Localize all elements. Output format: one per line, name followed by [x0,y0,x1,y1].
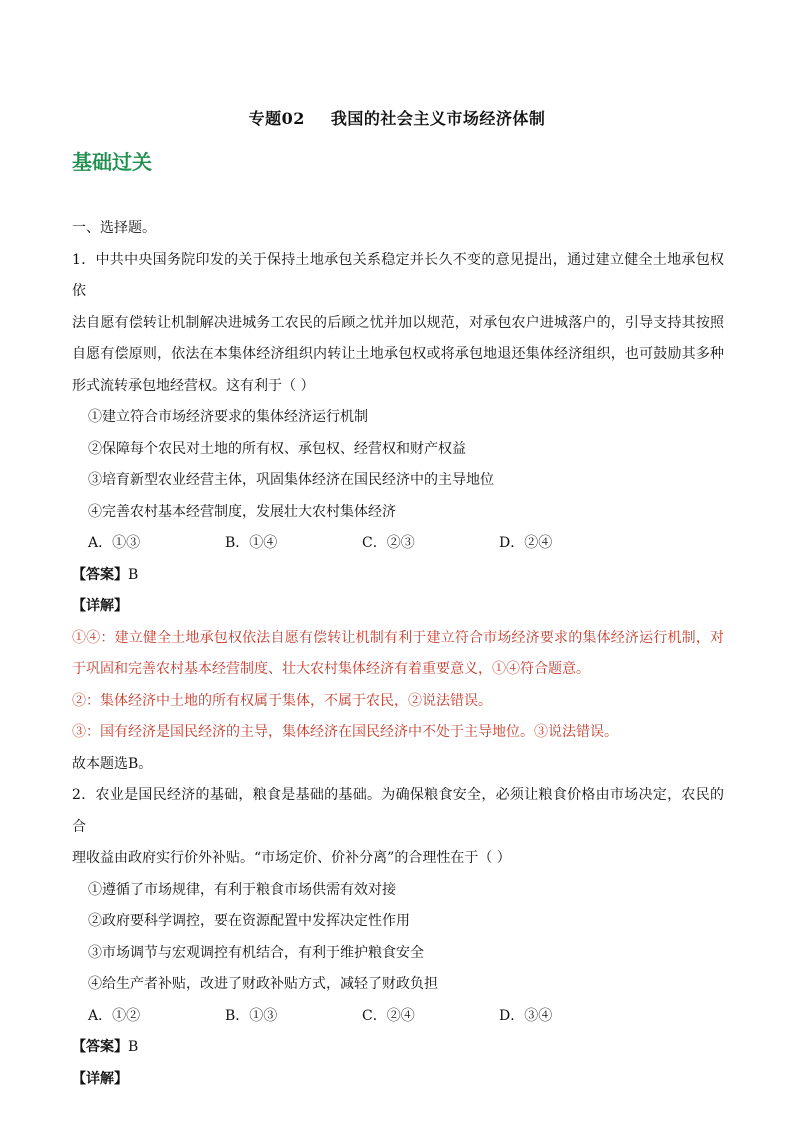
q1-answer-tag: 【答案】 [72,566,128,583]
section-heading: 基础过关 [72,150,152,174]
q2-answer-tag: 【答案】 [72,1039,128,1055]
q1-explanation-3: ②：集体经济中土地的所有权属于集体，不属于农民，②说法错误。 [72,692,492,709]
q2-stem-line-1: 2．农业是国民经济的基础，粮食是基础的基础。为确保粮食安全，必须让粮食价格由市场决定，农民的合 [72,787,724,835]
q1-detail-tag: 【详解】 [72,598,128,614]
part-heading: 一、选择题。 [72,220,156,236]
q1-answer [72,560,724,592]
q2-choices [72,1001,724,1033]
content-body [72,213,724,1095]
q1-choice-a: A．①③ [88,535,141,551]
q2-choice-c: C．②④ [362,1007,415,1024]
q2-choice-b: B．①③ [225,1007,278,1024]
q1-stem-line-3: 自愿有偿原则，依法在本集体经济组织内转让土地承包权或将承包地退还集体经济组织，也可鼓励其多种 [72,346,724,362]
q1-stem-line-2: 法自愿有偿转让机制解决进城务工农民的后顾之忧并加以规范，对承包农户进城落户的，引导支持其按照 [72,314,724,331]
q1-choice-b: B．①④ [225,535,278,551]
q2-choice-a: A．①② [88,1007,141,1024]
q2-choice-d: D．③④ [499,1007,553,1024]
q1-option-2: ②保障每个农民对土地的所有权、承包权、经营权和财产权益 [88,440,466,457]
q1-option-1: ①建立符合市场经济要求的集体经济运行机制 [88,409,368,425]
q2-answer-value: B [128,1039,139,1055]
q2-stem-line-2: 理收益由政府实行价外补贴。“市场定价、价补分离”的合理性在于（ ） [72,850,511,866]
q2-option-4: ④给生产者补贴，改进了财政补贴方式，减轻了财政负担 [88,976,438,992]
q1-explanation-4: ③：国有经济是国民经济的主导，集体经济在国民经济中不处于主导地位。③说法错误。 [72,724,618,740]
q1-answer-value: B [128,566,139,583]
title-prefix: 专题02 [248,109,305,128]
q1-option-3: ③培育新型农业经营主体，巩固集体经济在国民经济中的主导地位 [88,472,494,488]
q1-explanation-1: ①④：建立健全土地承包权依法自愿有偿转让机制有利于建立符合市场经济要求的集体经济运行机制，对 [72,629,724,646]
q1-conclusion: 故本题选B。 [72,755,153,772]
q2-option-2: ②政府要科学调控，要在资源配置中发挥决定性作用 [88,913,410,929]
q1-explanation-2: 于巩固和完善农村基本经营制度、壮大农村集体经济有着重要意义，①④符合题意。 [72,661,590,677]
q1-stem-line-4: 形式流转承包地经营权。这有利于（ ） [72,377,315,394]
q2-answer [72,1032,724,1064]
q2-option-1: ①遵循了市场规律，有利于粮食市场供需有效对接 [88,881,396,898]
q1-choice-d: D．②④ [499,535,553,551]
q2-detail-tag: 【详解】 [72,1070,128,1087]
q1-choice-c: C．②③ [362,535,415,551]
title-main: 我国的社会主义市场经济体制 [330,109,546,128]
page-title [0,106,794,129]
q1-option-4: ④完善农村基本经营制度，发展壮大农村集体经济 [88,503,396,520]
q1-choices [72,528,724,560]
q1-stem-line-1: 1．中共中央国务院印发的关于保持土地承包关系稳定并长久不变的意见提出，通过建立健全土地承包权依 [72,251,724,299]
q2-option-3: ③市场调节与宏观调控有机结合，有利于维护粮食安全 [88,944,424,961]
